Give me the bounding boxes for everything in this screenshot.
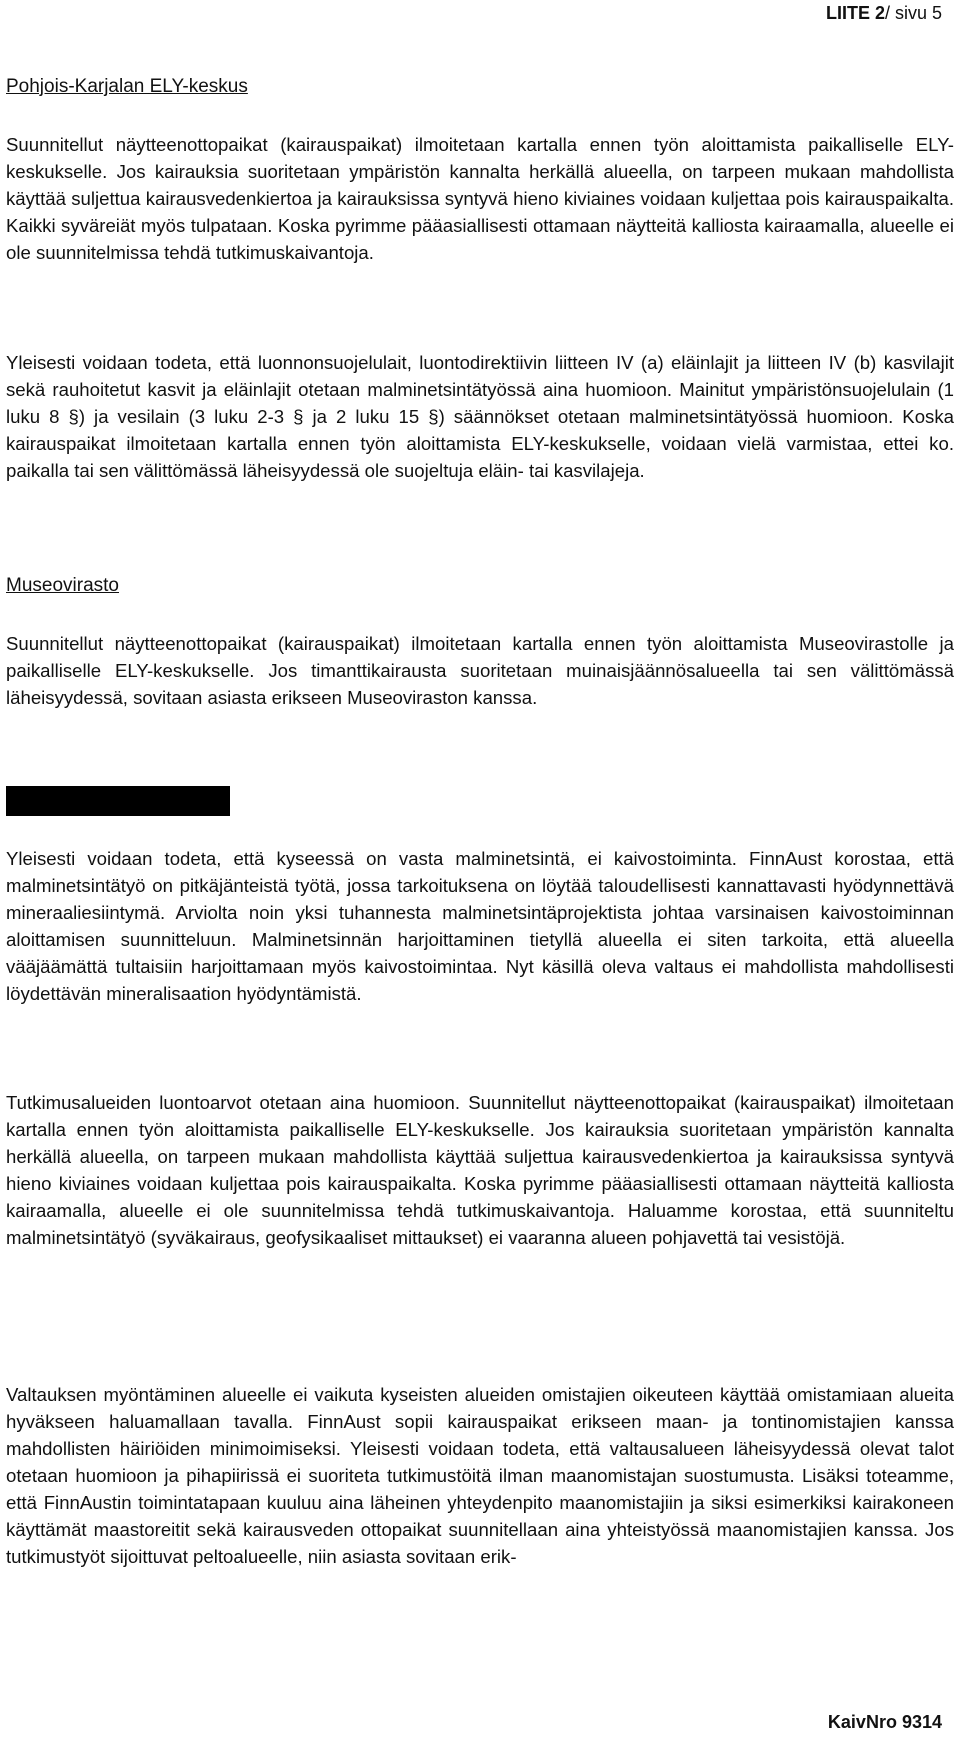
ely-paragraph-1: Suunnitellut näytteenottopaikat (kairauspaikat) ilmoitetaan kartalla ennen työn aloittamista paikalliselle ELY-keskukselle. Jos kairauksia suoritetaan ympäristön kannalta herkällä alueella, on tarpeen mukaan mahdollista käyttää suljettua kairausvedenkiertoa ja kairauksissa syntyvä hieno kiviaines voidaan kuljettaa pois kairauspaikalta. Kaikki syväreiät myös tulpataan. Koska pyrimme pääasiallisesti ottamaan näytteitä kalliosta kairaamalla, alueelle ei ole suunnitelmissa tehdä tutkimuskaivantoja.: [6, 134, 954, 263]
page-number-label: / sivu 5: [884, 3, 942, 23]
appendix-label: LIITE 2: [825, 3, 885, 23]
general-paragraph-2: Tutkimusalueiden luontoarvot otetaan aina huomioon. Suunnitellut näytteenottopaikat (kairauspaikat) ilmoitetaan kartalla ennen työn aloittamista paikalliselle ELY-keskukselle. Jos kairauksia suoritetaan ympäristön kannalta herkällä alueella, on tarpeen mukaan mahdollista käyttää suljettua kairausvedenkiertoa ja kairauksissa syntyvä hieno kiviaines voidaan kuljettaa pois kairauspaikalta. Koska pyrimme pääasiallisesti ottamaan näytteitä kalliosta kairaamalla, alueelle ei ole suunnitelmissa tehdä tutkimuskaivantoja. Haluamme korostaa, että suunniteltu malminetsintätyö (syväkairaus, geofysikaaliset mittaukset) ei vaaranna alueen pohjavettä tai vesistöjä.: [6, 1092, 954, 1248]
page-header: [826, 3, 942, 24]
museovirasto-paragraph-1: Suunnitellut näytteenottopaikat (kairauspaikat) ilmoitetaan kartalla ennen työn aloittamista Museovirastolle ja paikalliselle ELY-keskukselle. Jos timanttikairausta suoritetaan muinaisjäännösalueella tai sen välittömässä läheisyydessä, sovitaan asiasta erikseen Museoviraston kanssa.: [6, 633, 954, 708]
general-paragraph-3: Valtauksen myöntäminen alueelle ei vaikuta kyseisten alueiden omistajien oikeuteen käyttää omistamiaan alueita hyväkseen haluamallaan tavalla. FinnAust sopii kairauspaikat erikseen maan- ja tontinomistajien kanssa mahdollisten häiriöiden minimoimiseksi. Yleisesti voidaan todeta, että valtausalueen läheisyydessä olevat talot otetaan huomioon ja pihapiirissä ei suoriteta tutkimustöitä ilman maanomistajan suostumusta. Lisäksi toteamme, että FinnAustin toimintatapaan kuuluu aina läheinen yhteydenpito maanomistajiin ja siksi esimerkiksi kairakoneen käyttämät maastoreitit sekä kairausveden ottopaikat suunnitellaan aina yhteistyössä maanomistajien kanssa. Jos tutkimustyöt sijoittuvat peltoalueelle, niin asiasta sovitaan erik-: [6, 1384, 954, 1567]
section-heading-museovirasto: Museovirasto: [6, 575, 119, 596]
ely-paragraph-2: Yleisesti voidaan todeta, että luonnonsuojelulait, luontodirektiivin liitteen IV (a) eläinlajit ja liitteen IV (b) kasvilajit sekä rauhoitetut kasvit ja eläinlajit otetaan malminetsintätyössä aina huomioon. Mainitut ympäristönsuojelulain (1 luku 8 §) ja vesilain (3 luku 2-3 § ja 2 luku 15 §) säännökset otetaan malminetsintätyössä huomioon. Koska kairauspaikat ilmoitetaan kartalla ennen työn aloittamista ELY-keskukselle, voidaan vielä varmistaa, ettei ko. paikalla tai sen välittömässä läheisyydessä ole suojeltuja eläin- tai kasvilajeja.: [6, 352, 954, 481]
document-number: KaivNro 9314: [827, 1712, 942, 1732]
section-heading-ely: Pohjois-Karjalan ELY-keskus: [6, 76, 248, 97]
general-paragraph-1: Yleisesti voidaan todeta, että kyseessä on vasta malminetsintä, ei kaivostoiminta. FinnAust korostaa, että malminetsintätyö on pitkäjänteistä työtä, jossa tarkoituksena on löytää taloudellisesti kannattavasti hyödynnettävä mineraaliesiintymä. Arviolta noin yksi tuhannesta malminetsintäprojektista johtaa varsinaisen kaivostoiminnan aloittamisen suunnitteluun. Malminetsinnän harjoittaminen tietyllä alueella ei siten tarkoita, että alueella vääjäämättä tultaisiin harjoittamaan myös kaivostoimintaa. Nyt käsillä oleva valtaus ei mahdollista mahdollisesti löydettävän mineralisaation hyödyntämistä.: [6, 848, 954, 1004]
redacted-heading-block: [6, 786, 230, 816]
